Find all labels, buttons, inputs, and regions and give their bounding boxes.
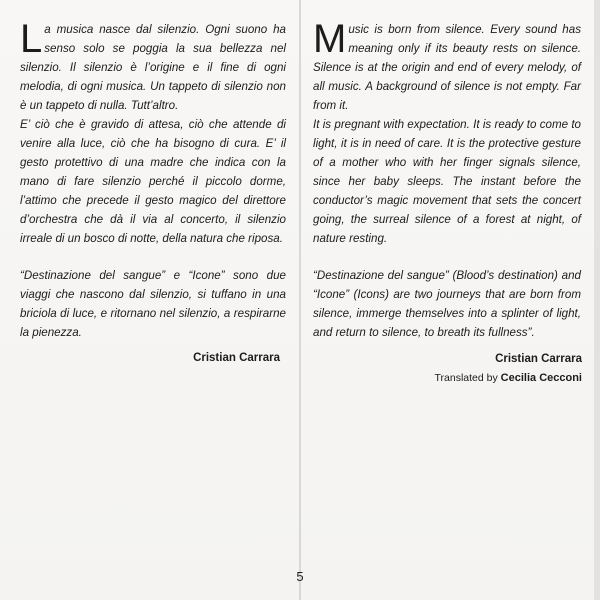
italian-paragraph-1-text: a musica nasce dal silenzio. Ogni suono ha senso solo se poggia la sua bellezza nel silenzio. Il silenzio è l’origine e il fine di ogni melodia, di ogni musica. Un tappeto di silenzio non è un tappeto di nulla. Tutt’altro. <box>20 23 286 112</box>
italian-paragraph-2: E’ ciò che è gravido di attesa, ciò che attende di venire alla luce, ciò che ha bisogno di cura. E’ il gesto protettivo di una madre che indica con la mano di fare silenzio perché il piccolo dorme, l’attimo che precede il gesto magico del direttore d’orchestra che dà il via al concerto, il silenzio irreale di un bosco di notte, della natura che riposa. <box>20 118 286 245</box>
page-number: 5 <box>296 569 304 584</box>
italian-signature: Cristian Carrara <box>193 352 280 364</box>
translator-name: Cecilia Cecconi <box>500 372 582 384</box>
english-signature: Cristian Carrara <box>495 353 582 365</box>
english-text-column <box>313 17 581 342</box>
translated-by-label: Translated by <box>434 372 498 384</box>
english-paragraph-2: It is pregnant with expectation. It is ready to come to light, it is in need of care. It is the protective gesture of a mother who with her finger signals silence, since her baby sleeps. The instant before the conductor’s magic movement that sets the concert going, the surreal silence of a forest at night, of nature resting. <box>313 118 581 245</box>
italian-drop-cap: L <box>20 17 43 61</box>
translator-credit <box>435 372 582 384</box>
english-drop-cap: M <box>313 17 347 61</box>
italian-paragraph-3: “Destinazione del sangue” e “Icone” sono due viaggi che nascono dal silenzio, si tuffano in una briciola di luce, e ritornano nel silenzio, a respirarne la pienezza. <box>20 269 286 339</box>
italian-text-column <box>20 17 286 342</box>
english-paragraph-3: “Destinazione del sangue” (Blood’s destination) and “Icone” (Icons) are two journeys that are born from silence, immerge themselves into a splinter of light, and return to silence, to breath its fullness”. <box>313 269 581 339</box>
english-paragraph-1-text: usic is born from silence. Every sound has meaning only if its beauty rests on silence. Silence is at the origin and end of every melody, of all music. A background of silence is not empty. Far from it. <box>313 23 581 112</box>
page-edge <box>594 0 600 600</box>
center-fold <box>299 0 301 600</box>
english-paragraph-1 <box>313 17 581 115</box>
italian-paragraph-1 <box>20 17 286 115</box>
